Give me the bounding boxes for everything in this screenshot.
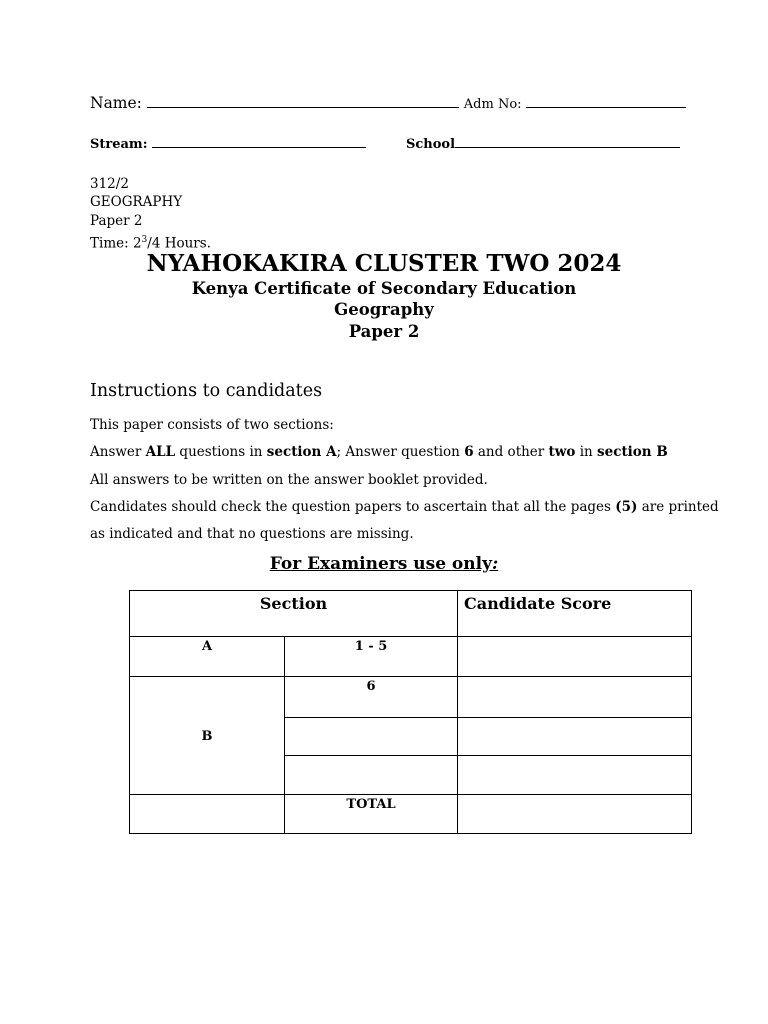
school-field-row bbox=[406, 137, 680, 152]
table-row-total bbox=[130, 795, 692, 834]
stream-input-line[interactable] bbox=[152, 146, 366, 148]
name-field-row bbox=[90, 94, 686, 112]
main-title: NYAHOKAKIRA CLUSTER TWO 2024 bbox=[146, 250, 622, 277]
table-header-row bbox=[130, 591, 692, 637]
school-label: School bbox=[406, 137, 456, 152]
instr2-text: and other bbox=[473, 444, 549, 460]
instruction-line-2 bbox=[90, 444, 668, 460]
time-suffix: /4 Hours. bbox=[147, 235, 211, 252]
stream-label: Stream: bbox=[90, 137, 148, 152]
subject-title: Geography bbox=[334, 300, 434, 319]
instr2-bold: two bbox=[548, 444, 576, 460]
instr4-text: are printed bbox=[637, 499, 719, 515]
name-input-line[interactable] bbox=[147, 106, 459, 108]
section-b-question-6: 6 bbox=[285, 677, 458, 718]
instr2-bold: section A bbox=[266, 444, 337, 460]
section-b-label: B bbox=[130, 677, 285, 795]
time-prefix: Time: 2 bbox=[90, 235, 142, 252]
adm-label: Adm No: bbox=[463, 97, 522, 112]
adm-input-line[interactable] bbox=[526, 106, 686, 108]
section-b-score-cell-3[interactable] bbox=[458, 756, 692, 795]
instr2-bold: section B bbox=[597, 444, 668, 460]
name-label: Name: bbox=[90, 94, 142, 112]
examiner-heading bbox=[0, 554, 768, 574]
paper-number: Paper 2 bbox=[90, 213, 143, 229]
instr2-text: questions in bbox=[175, 444, 267, 460]
section-b-question-blank-2[interactable] bbox=[285, 756, 458, 795]
instr4-text: Candidates should check the question papers to ascertain that all the pages bbox=[90, 499, 616, 515]
instr2-text: Answer bbox=[90, 444, 146, 460]
section-b-question-blank-1[interactable] bbox=[285, 718, 458, 756]
section-header: Section bbox=[130, 591, 458, 637]
paper-title: Paper 2 bbox=[348, 322, 420, 341]
time-sup: 3 bbox=[141, 235, 148, 245]
instructions-heading: Instructions to candidates bbox=[90, 381, 323, 401]
total-score-cell[interactable] bbox=[458, 795, 692, 834]
total-label: TOTAL bbox=[285, 795, 458, 834]
instruction-line-1: This paper consists of two sections: bbox=[90, 417, 334, 433]
instruction-line-4 bbox=[90, 499, 719, 515]
examiner-score-table bbox=[129, 590, 692, 834]
table-row-b1 bbox=[130, 677, 692, 718]
total-empty-cell bbox=[130, 795, 285, 834]
stream-field-row bbox=[90, 137, 366, 152]
instr2-text: ; Answer question bbox=[336, 444, 465, 460]
score-header: Candidate Score bbox=[458, 591, 692, 637]
section-a-score-cell[interactable] bbox=[458, 637, 692, 677]
examiner-heading-colon: : bbox=[491, 554, 499, 574]
table-row-a bbox=[130, 637, 692, 677]
paper-subject: GEOGRAPHY bbox=[90, 194, 183, 210]
exam-title: Kenya Certificate of Secondary Education bbox=[191, 279, 577, 298]
instruction-line-5: as indicated and that no questions are missing. bbox=[90, 526, 414, 542]
instr2-bold: 6 bbox=[464, 444, 474, 460]
examiner-heading-text: For Examiners use only bbox=[269, 554, 492, 574]
instr4-bold: (5) bbox=[615, 499, 638, 515]
section-b-score-cell-2[interactable] bbox=[458, 718, 692, 756]
school-input-line[interactable] bbox=[455, 146, 680, 148]
section-a-label: A bbox=[130, 637, 285, 677]
paper-code: 312/2 bbox=[90, 176, 129, 192]
instr2-text: in bbox=[575, 444, 598, 460]
section-a-questions: 1 - 5 bbox=[285, 637, 458, 677]
instr2-bold: ALL bbox=[145, 444, 176, 460]
instruction-line-3: All answers to be written on the answer booklet provided. bbox=[90, 472, 488, 488]
section-b-score-cell-1[interactable] bbox=[458, 677, 692, 718]
